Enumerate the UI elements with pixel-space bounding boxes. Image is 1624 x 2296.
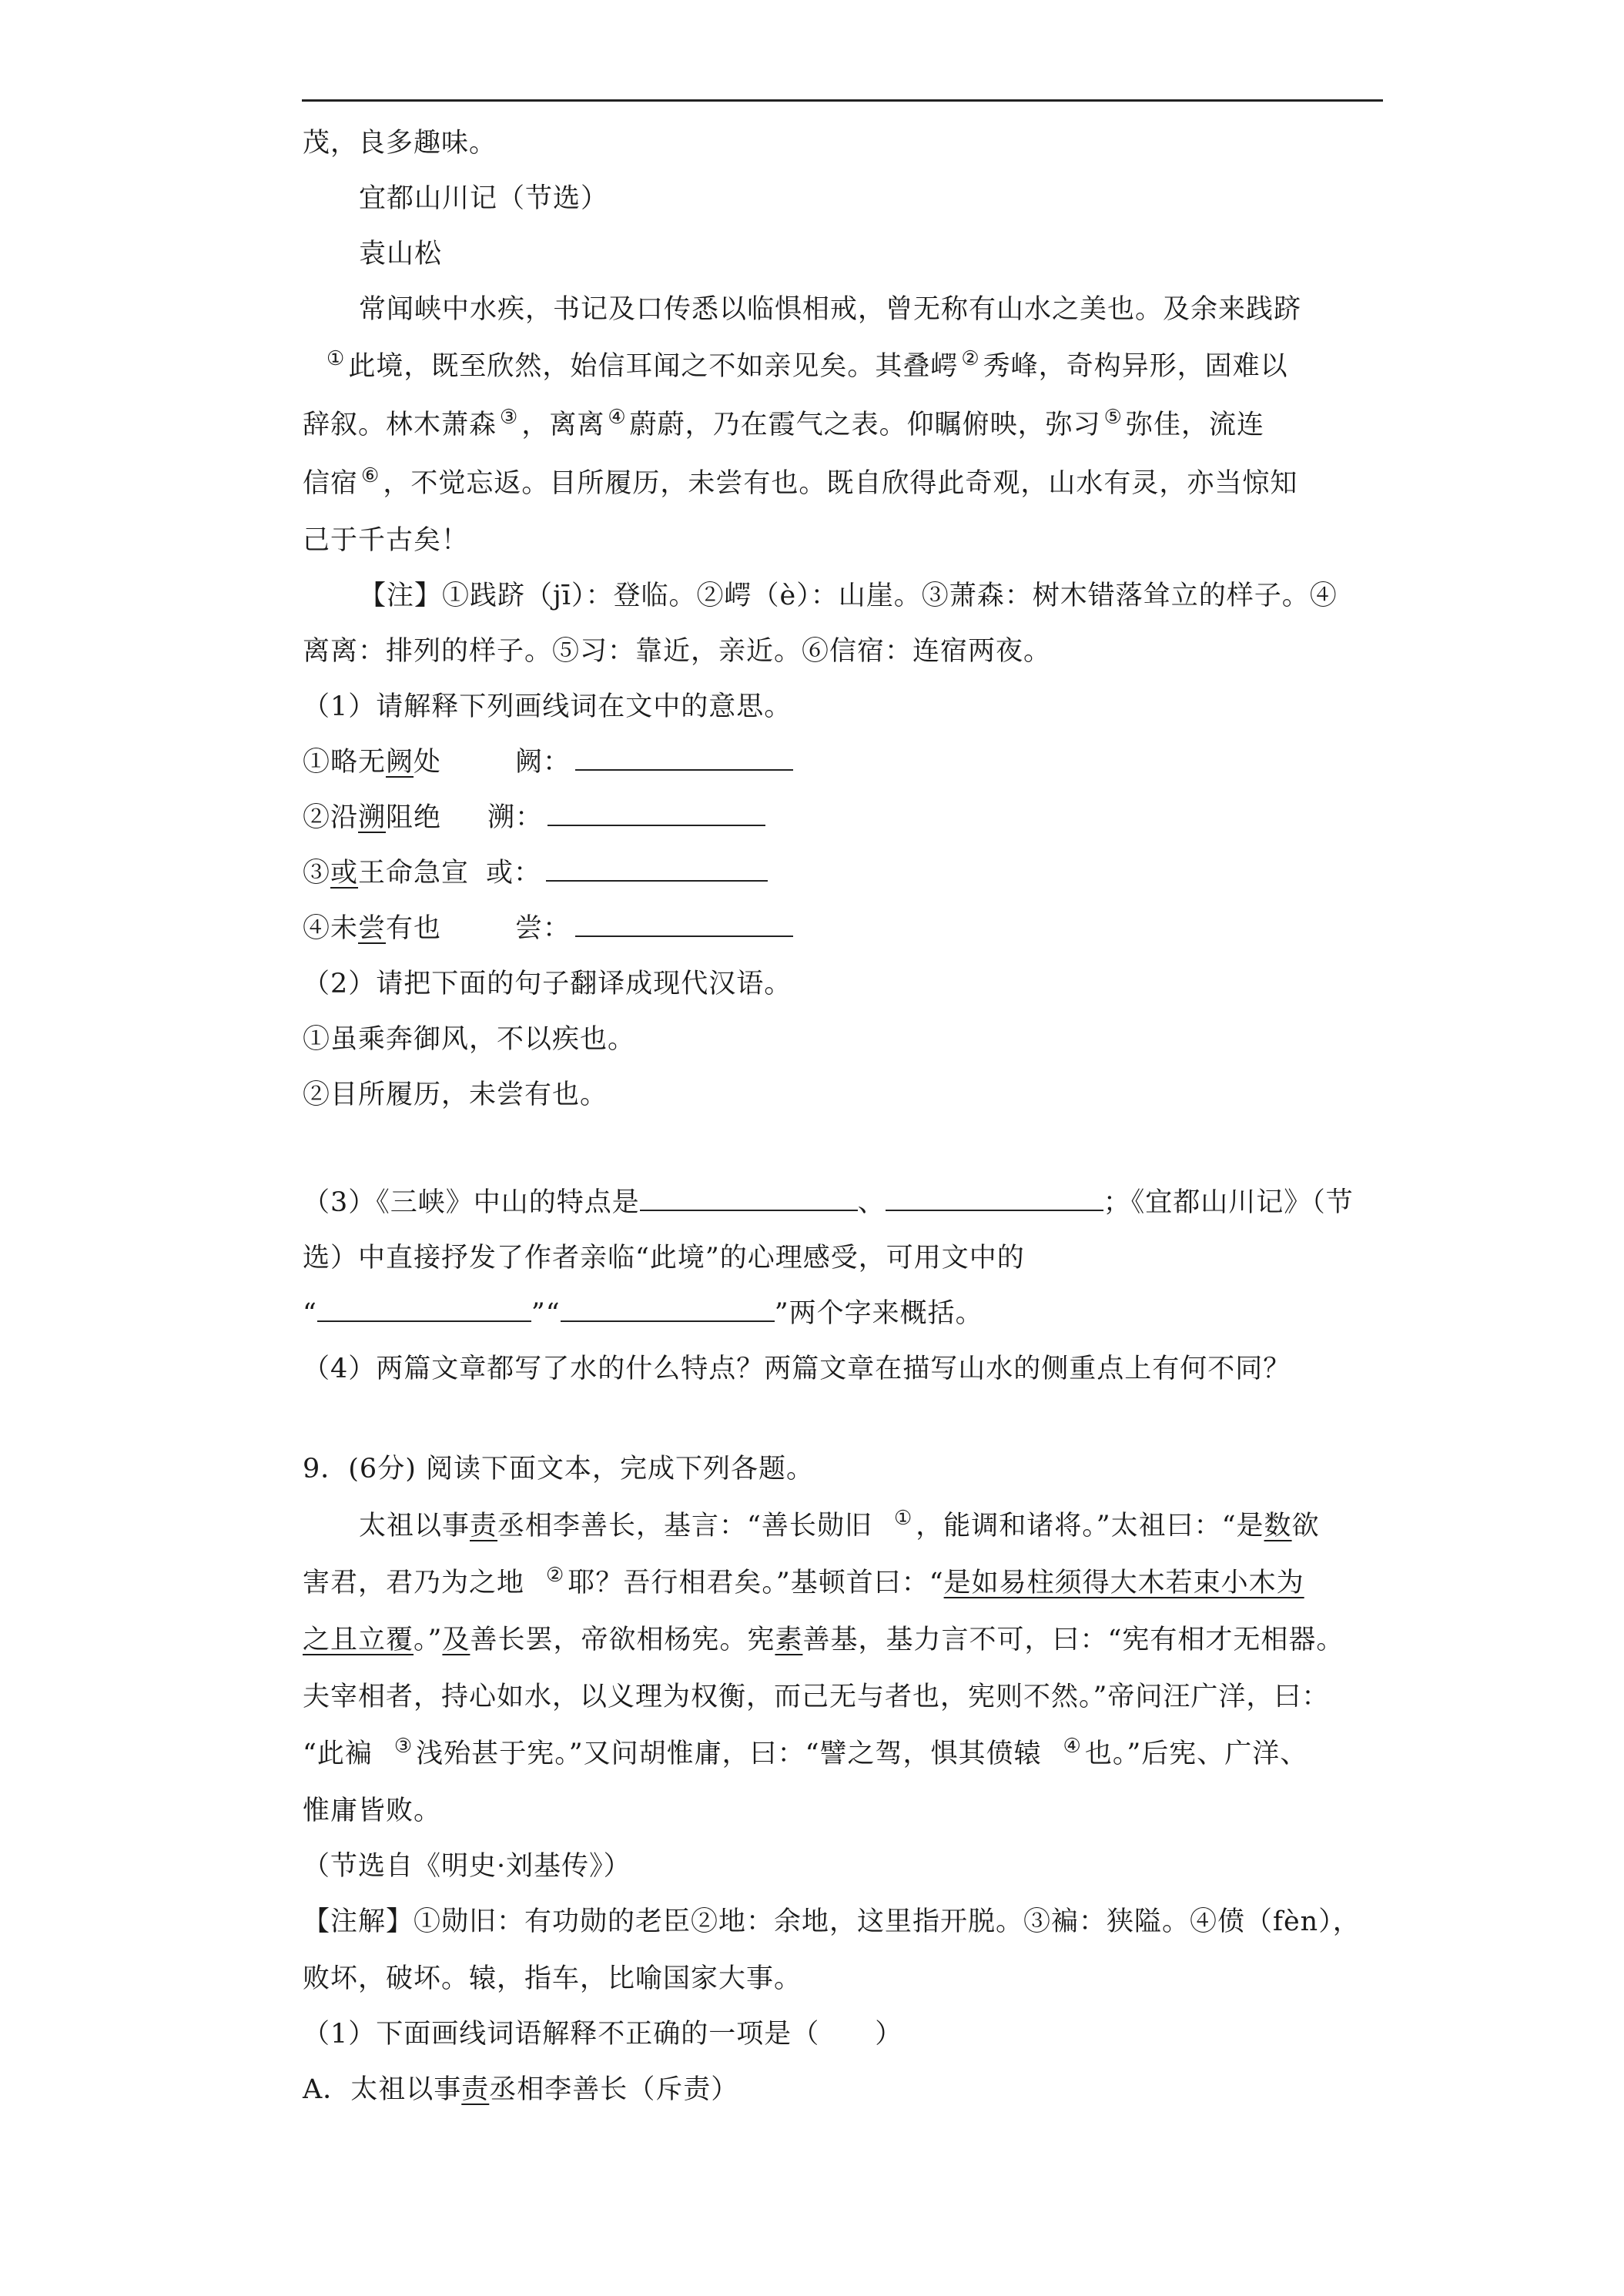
text-line: ① 此境，既至欣然，始信耳闻之不如亲见矣。其叠崿 ② 秀峰，奇构异形，固难以 [326, 347, 1288, 382]
answer-blank[interactable] [575, 746, 793, 771]
annotation-line: 离离：排列的样子。⑤习：靠近，亲近。⑥信宿：连宿两夜。 [303, 636, 1052, 667]
text-line: 之且立覆。”及善长罢，帝欲相杨宪。宪素善基，基力言不可，曰：“宪有相才无相器。 [303, 1625, 1344, 1655]
text-line: “ ”“ ”两个字来概括。 [303, 1298, 983, 1329]
annotation-line: 【注】①践跻（jī）：登临。②崿（è）：山崖。③萧森：树木错落耸立的样子。④ [359, 581, 1338, 611]
text-line: 害君，君乃为之地 ② 耶？吾行相君矣。”基顿首曰：“是如易柱须得大木若束小木为 [303, 1564, 1304, 1598]
annotation-line: 败坏，破坏。辕，指车，比喻国家大事。 [303, 1963, 802, 1994]
text-line: 信宿 ⑥ ，不觉忘返。目所履历，未尝有也。既自欣得此奇观，山水有灵，亦当惊知 [303, 464, 1298, 499]
footnote-marker: ② [546, 1564, 565, 1588]
answer-blank[interactable] [561, 1297, 775, 1322]
question-1: （1）请解释下列画线词在文中的意思。 [303, 691, 792, 722]
source-citation: （节选自《明史·刘基传》） [303, 1851, 631, 1882]
footnote-marker: ① [326, 347, 346, 371]
question-item: ①虽乘奔御风，不以疾也。 [303, 1024, 636, 1055]
text-line: 常闻峡中水疾，书记及口传悉以临惧相戒，曾无称有山水之美也。及余来践跻 [359, 294, 1302, 325]
answer-blank[interactable] [575, 912, 793, 937]
text-line: 夫宰相者，持心如水，以义理为权衡，而己无与者也，宪则不然。”帝问汪广洋，曰： [303, 1682, 1330, 1712]
answer-blank[interactable] [317, 1297, 531, 1322]
option-a[interactable]: A．太祖以事责丞相李善长（斥责） [303, 2074, 739, 2105]
annotation-line: 【注解】①勋旧：有功勋的老臣②地：余地，这里指开脱。③褊：狭隘。④偾（fèn）， [303, 1906, 1361, 1937]
text-line: 太祖以事责丞相李善长，基言：“善长勋旧 ① ，能调和诸将。”太祖曰：“是数欲 [359, 1507, 1320, 1541]
question-item: ④未尝有也 尝： [303, 910, 793, 947]
text-line: “此褊 ③ 浅殆甚于宪。”又问胡惟庸，曰：“譬之驾，惧其偾辕 ④ 也。”后宪、广洋、 [303, 1735, 1308, 1769]
header-rule [302, 99, 1383, 102]
footnote-marker: ① [893, 1507, 913, 1531]
footnote-marker: ⑤ [1103, 406, 1123, 430]
passage-author: 袁山松 [359, 239, 443, 269]
question-9-1: （1）下面画线词语解释不正确的一项是（ ） [303, 2019, 903, 2050]
text-line: 茂，良多趣味。 [303, 128, 497, 159]
footnote-marker: ③ [393, 1735, 414, 1759]
footnote-marker: ③ [500, 406, 519, 430]
footnote-marker: ② [961, 347, 980, 371]
footnote-marker: ④ [608, 406, 627, 430]
text-line: 己于千古矣！ [303, 525, 470, 556]
question-item: ①略无阙处 阙： [303, 744, 793, 781]
question-item: ②沿溯阻绝 溯： [303, 799, 765, 836]
question-9-heading: 9．(6分) 阅读下面文本，完成下列各题。 [303, 1454, 814, 1484]
answer-blank[interactable] [640, 1186, 858, 1211]
text-line: 惟庸皆败。 [303, 1796, 442, 1826]
passage-title: 宜都山川记（节选） [359, 183, 609, 214]
answer-blank[interactable] [886, 1186, 1103, 1211]
answer-blank[interactable] [547, 802, 765, 826]
question-4: （4）两篇文章都写了水的什么特点？两篇文章在描写山水的侧重点上有何不同？ [303, 1354, 1291, 1384]
answer-blank[interactable] [546, 857, 768, 882]
text-line: 选）中直接抒发了作者亲临“此境”的心理感受，可用文中的 [303, 1243, 1025, 1274]
question-3: （3）《三峡》中山的特点是 、 ；《宜都山川记》（节 [303, 1187, 1354, 1218]
footnote-marker: ⑥ [361, 464, 380, 488]
footnote-marker: ④ [1063, 1735, 1082, 1759]
question-item: ②目所履历，未尝有也。 [303, 1079, 608, 1110]
question-item: ③或王命急宣 或： [303, 855, 768, 892]
question-2: （2）请把下面的句子翻译成现代汉语。 [303, 969, 792, 999]
text-line: 辞叙。林木萧森 ③ ，离离 ④ 蔚蔚，乃在霞气之表。仰瞩俯映，弥习 ⑤ 弥佳，流连 [303, 406, 1264, 440]
